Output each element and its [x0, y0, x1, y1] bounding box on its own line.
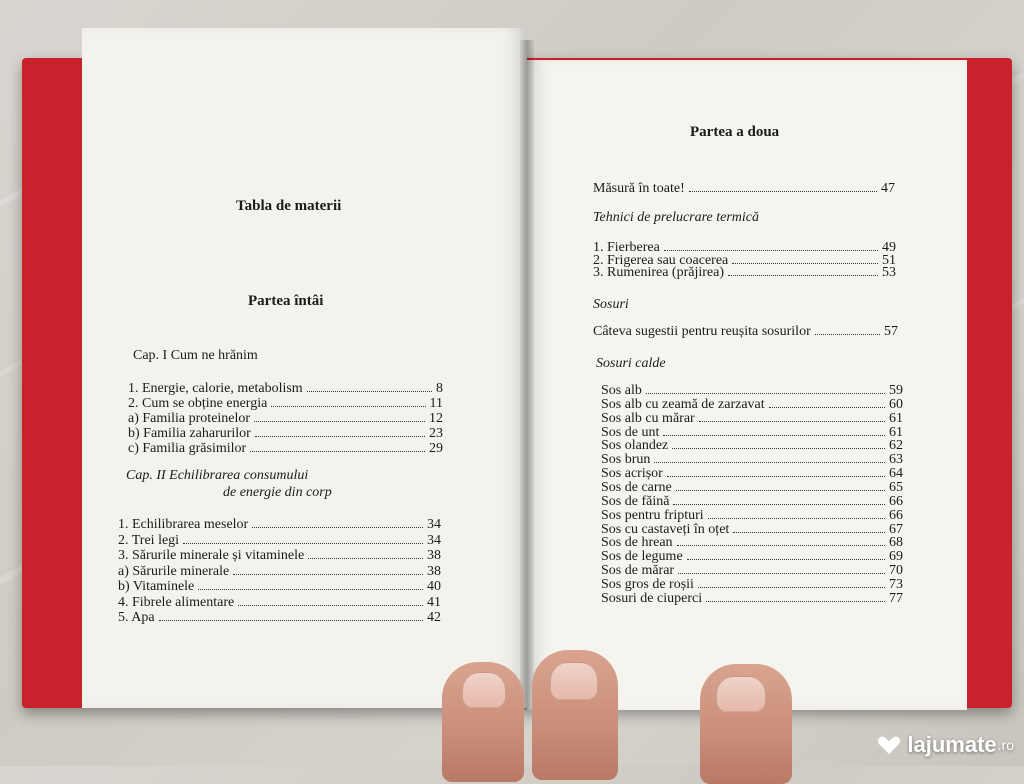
dot-leader [678, 572, 885, 574]
dot-leader [732, 262, 878, 264]
dot-leader [252, 526, 423, 528]
dot-leader [646, 392, 885, 394]
dot-leader [664, 249, 878, 251]
toc-entry-label: b) Vitaminele [118, 579, 195, 594]
toc-entry-page: 61 [889, 424, 903, 440]
toc-entry-page: 62 [889, 438, 903, 454]
toc-entry [593, 182, 895, 196]
toc-entry [601, 467, 903, 481]
toc-entry-page: 34 [427, 532, 441, 548]
toc-entry [128, 427, 443, 441]
toc-entry-label: Sos de unt [601, 424, 660, 440]
part-two-heading: Partea a doua [690, 124, 780, 140]
hot-sauces-section-title: Sosuri calde [596, 356, 666, 371]
toc-entry [601, 564, 903, 578]
dot-leader [233, 573, 423, 575]
toc-entry [601, 384, 903, 398]
toc-entry-page: 66 [889, 507, 903, 523]
dot-leader [733, 531, 885, 533]
toc-entry [128, 442, 443, 456]
toc-entry-label: c) Familia grăsimilor [128, 441, 247, 456]
toc-entry-label: Sos alb cu zeamă de zarzavat [601, 396, 765, 412]
dot-leader [254, 420, 425, 422]
dot-leader [728, 274, 878, 276]
toc-entry-label: 2. Trei legi [118, 532, 180, 548]
watermark-suffix: .ro [997, 737, 1014, 753]
toc-entry-label: a) Sărurile minerale [118, 563, 230, 579]
toc-entry-page: 60 [889, 396, 903, 412]
toc-entry-label: Sos alb cu mărar [601, 410, 695, 426]
thermal-section-title: Tehnici de prelucrare termică [593, 210, 760, 225]
toc-entry-label: Sos de mărar [601, 563, 675, 579]
toc-entry [601, 578, 903, 592]
toc-entry-label: Sos alb [601, 383, 642, 398]
toc-entry-label: Sos brun [601, 452, 651, 468]
toc-entry [128, 412, 443, 426]
toc-entry-page: 69 [889, 549, 903, 565]
toc-entry-page: 38 [427, 563, 441, 579]
toc-entry-label: Sos de hrean [601, 535, 673, 551]
toc-entry [601, 495, 903, 509]
book-gutter [520, 40, 534, 710]
toc-entry-page: 23 [429, 426, 443, 441]
toc-entry-label: Sos de legume [601, 549, 683, 565]
toc-entry-label: 2. Frigerea sau coacerea [593, 252, 729, 268]
toc-entry [601, 412, 903, 426]
toc-entry-page: 8 [436, 381, 443, 396]
toc-entry-label: a) Familia proteinelor [128, 411, 251, 426]
toc-entry [593, 266, 896, 280]
toc-entry [118, 549, 441, 563]
toc-entry-label: Sos gros de roșii [601, 576, 694, 592]
toc-entry-page: 38 [427, 548, 441, 563]
toc-entry [118, 580, 441, 594]
dot-leader [238, 604, 423, 606]
dot-leader [159, 619, 423, 621]
toc-entry-label: Câteva sugestii pentru reușita sosurilor [593, 324, 811, 339]
toc-entry-page: 70 [889, 563, 903, 579]
toc-entry [601, 481, 903, 495]
toc-entry-label: 2. Cum se obține energia [128, 396, 268, 411]
toc-entry [118, 518, 441, 532]
dot-leader [677, 544, 885, 546]
toc-entry-label: Sosuri de ciuperci [601, 590, 703, 606]
dot-leader [699, 420, 885, 422]
dot-leader [271, 405, 425, 407]
toc-entry-label: 1. Echilibrarea meselor [118, 517, 249, 532]
dot-leader [250, 450, 425, 452]
dot-leader [654, 461, 885, 463]
toc-entry [118, 565, 441, 579]
toc-entry-page: 49 [882, 240, 896, 255]
toc-entry-page: 68 [889, 535, 903, 551]
toc-entry-page: 63 [889, 452, 903, 468]
toc-entry [128, 382, 443, 396]
chapter-one-title: Cap. I Cum ne hrănim [133, 348, 258, 363]
toc-entry [118, 596, 441, 610]
toc-entry-page: 73 [889, 576, 903, 592]
toc-entry-page: 42 [427, 610, 441, 625]
toc-entry-page: 57 [884, 324, 898, 339]
toc-entry-page: 41 [427, 594, 441, 610]
fingernail [462, 672, 506, 708]
toc-entry-label: Sos acrișor [601, 466, 663, 482]
toc-entry-page: 11 [429, 396, 443, 411]
toc-entry-page: 67 [889, 521, 903, 537]
toc-entry-label: Sos de carne [601, 479, 672, 495]
toc-entry-label: Sos olandez [601, 438, 669, 454]
toc-entry-label: 1. Fierberea [593, 240, 660, 255]
toc-entry-label: 5. Apa [118, 610, 155, 625]
dot-leader [708, 517, 885, 519]
dot-leader [706, 600, 885, 602]
toc-entry-page: 66 [889, 493, 903, 509]
toc-entry-page: 40 [427, 579, 441, 594]
watermark-brand: lajumate [907, 732, 997, 757]
toc-entry [601, 509, 903, 523]
dot-leader [307, 390, 432, 392]
toc-entry-page: 64 [889, 466, 903, 482]
toc-entry-label: Sos pentru fripturi [601, 507, 704, 523]
dot-leader [769, 406, 885, 408]
toc-entry-page: 47 [881, 181, 895, 196]
toc-entry-label: 4. Fibrele alimentare [118, 594, 235, 610]
toc-entry-page: 34 [427, 517, 441, 532]
toc-entry-label: Sos de făină [601, 493, 670, 509]
toc-entry [118, 534, 441, 548]
dot-leader [676, 489, 885, 491]
sauces-section-title: Sosuri [593, 297, 629, 312]
toc-entry-label: Măsură în toate! [593, 181, 685, 196]
toc-entry-label: b) Familia zaharurilor [128, 426, 251, 441]
toc-entry [128, 397, 443, 411]
fingernail [716, 676, 766, 712]
toc-entry-page: 65 [889, 479, 903, 495]
dot-leader [198, 588, 423, 590]
chapter-two-subtitle: de energie din corp [223, 485, 332, 500]
dot-leader [698, 586, 885, 588]
toc-entry [601, 592, 903, 606]
dot-leader [687, 558, 885, 560]
heart-logo-icon [877, 735, 901, 755]
toc-entry-label: 3. Rumenirea (prăjirea) [593, 265, 724, 280]
toc-entry-label: Sos cu castaveți în oțet [601, 521, 730, 537]
part-one-heading: Partea întâi [248, 293, 324, 309]
lajumate-watermark [877, 732, 1014, 758]
toc-entry-page: 77 [889, 590, 903, 606]
toc-title: Tabla de materii [236, 198, 342, 214]
dot-leader [673, 503, 885, 505]
toc-entry-label: 3. Sărurile minerale și vitaminele [118, 548, 305, 563]
toc-entry-page: 51 [882, 252, 896, 268]
dot-leader [183, 542, 423, 544]
dot-leader [672, 447, 885, 449]
dot-leader [815, 333, 880, 335]
toc-entry-page: 61 [889, 410, 903, 426]
dot-leader [667, 475, 885, 477]
dot-leader [663, 434, 885, 436]
toc-entry [118, 611, 441, 625]
dot-leader [689, 190, 877, 192]
toc-entry-label: 1. Energie, calorie, metabolism [128, 381, 303, 396]
dot-leader [255, 435, 425, 437]
toc-entry-page: 29 [429, 441, 443, 456]
toc-entry [601, 398, 903, 412]
toc-entry [593, 325, 898, 339]
toc-entry-page: 12 [429, 411, 443, 426]
fingernail [550, 662, 598, 700]
dot-leader [308, 557, 423, 559]
toc-entry-page: 59 [889, 383, 903, 398]
toc-entry-page: 53 [882, 265, 896, 280]
chapter-two-title: Cap. II Echilibrarea consumului [126, 468, 309, 483]
